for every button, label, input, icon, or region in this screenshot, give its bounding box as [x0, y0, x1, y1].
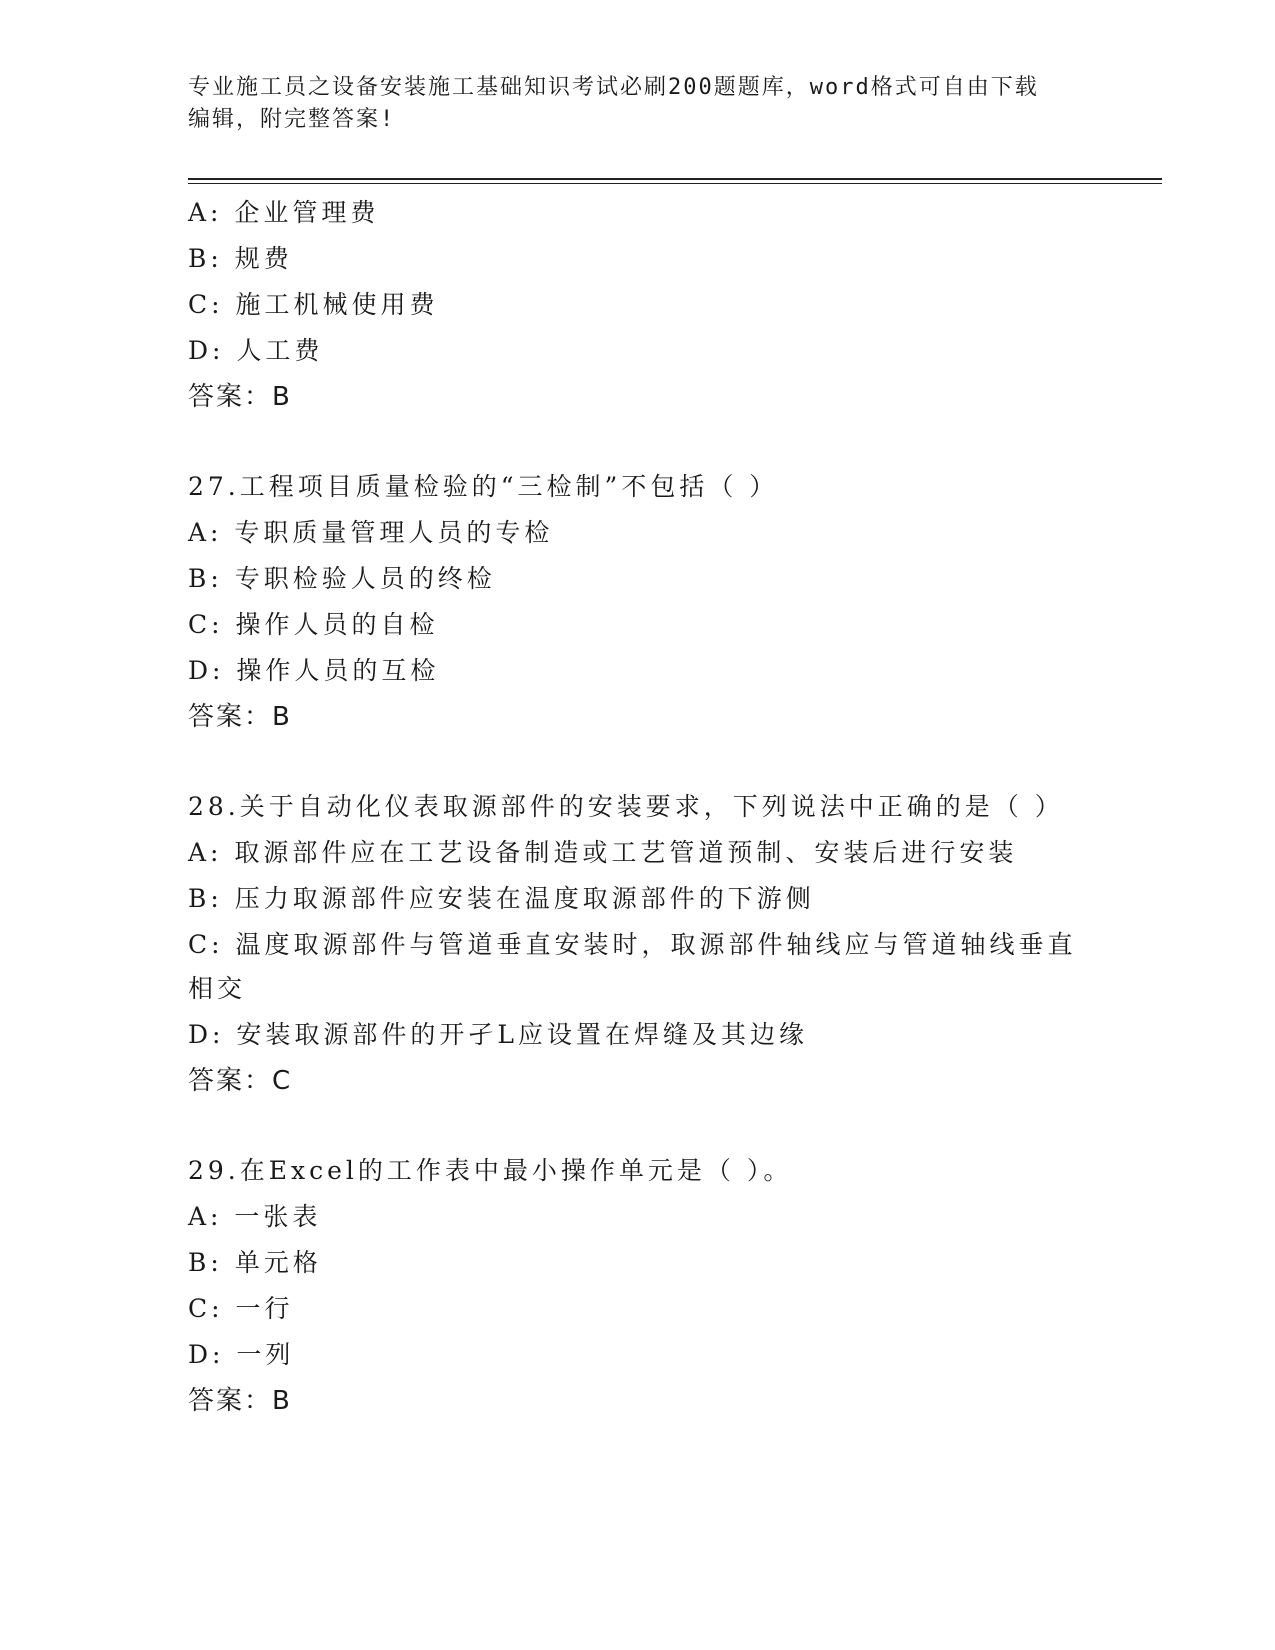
answer-line: 答案：B: [188, 702, 292, 732]
option-d: D: 安装取源部件的开孑L应设置在焊缝及其边缘: [188, 1020, 809, 1049]
question-block-27: [188, 464, 1088, 740]
option-b: B: 专职检验人员的终检: [188, 564, 496, 593]
option-d: D: 人工费: [188, 336, 324, 365]
option-c: C: 温度取源部件与管道垂直安装时，取源部件轴线应与管道轴线垂直: [188, 930, 1077, 959]
question-content: [188, 190, 1088, 1424]
question-block-29: [188, 1148, 1088, 1424]
header-line-2: 编辑，附完整答案!: [188, 107, 396, 132]
option-c: C: 施工机械使用费: [188, 290, 439, 319]
header-line-1: 专业施工员之设备安装施工基础知识考试必刷200题题库，word格式可自由下载: [188, 75, 1039, 100]
option-c-continued: 相交: [188, 974, 247, 1003]
question-stem: 28.关于自动化仪表取源部件的安装要求，下列说法中正确的是（ ）: [188, 792, 1064, 821]
document-header: [188, 72, 1088, 136]
option-b: B: 压力取源部件应安装在温度取源部件的下游侧: [188, 884, 815, 913]
header-rule-thin: [188, 183, 1162, 184]
option-a: A: 一张表: [188, 1202, 322, 1231]
question-block-prev: [188, 190, 1088, 420]
option-a: A: 企业管理费: [188, 198, 380, 227]
header-rule-thick: [188, 178, 1162, 180]
answer-line: 答案：C: [188, 1066, 293, 1096]
option-d: D: 操作人员的互检: [188, 656, 440, 685]
option-a: A: 取源部件应在工艺设备制造或工艺管道预制、安装后进行安装: [188, 838, 1018, 867]
option-b: B: 单元格: [188, 1248, 322, 1277]
option-d: D: 一列: [188, 1340, 295, 1369]
question-block-28: [188, 784, 1088, 1104]
option-b: B: 规费: [188, 244, 293, 273]
option-c: C: 一行: [188, 1294, 294, 1323]
option-a: A: 专职质量管理人员的专检: [188, 518, 554, 547]
question-stem: 29.在Excel的工作表中最小操作单元是（ ）。: [188, 1156, 793, 1185]
answer-line: 答案：B: [188, 382, 292, 412]
answer-line: 答案：B: [188, 1386, 292, 1416]
option-c: C: 操作人员的自检: [188, 610, 439, 639]
question-stem: 27.工程项目质量检验的“三检制”不包括（ ）: [188, 472, 779, 501]
